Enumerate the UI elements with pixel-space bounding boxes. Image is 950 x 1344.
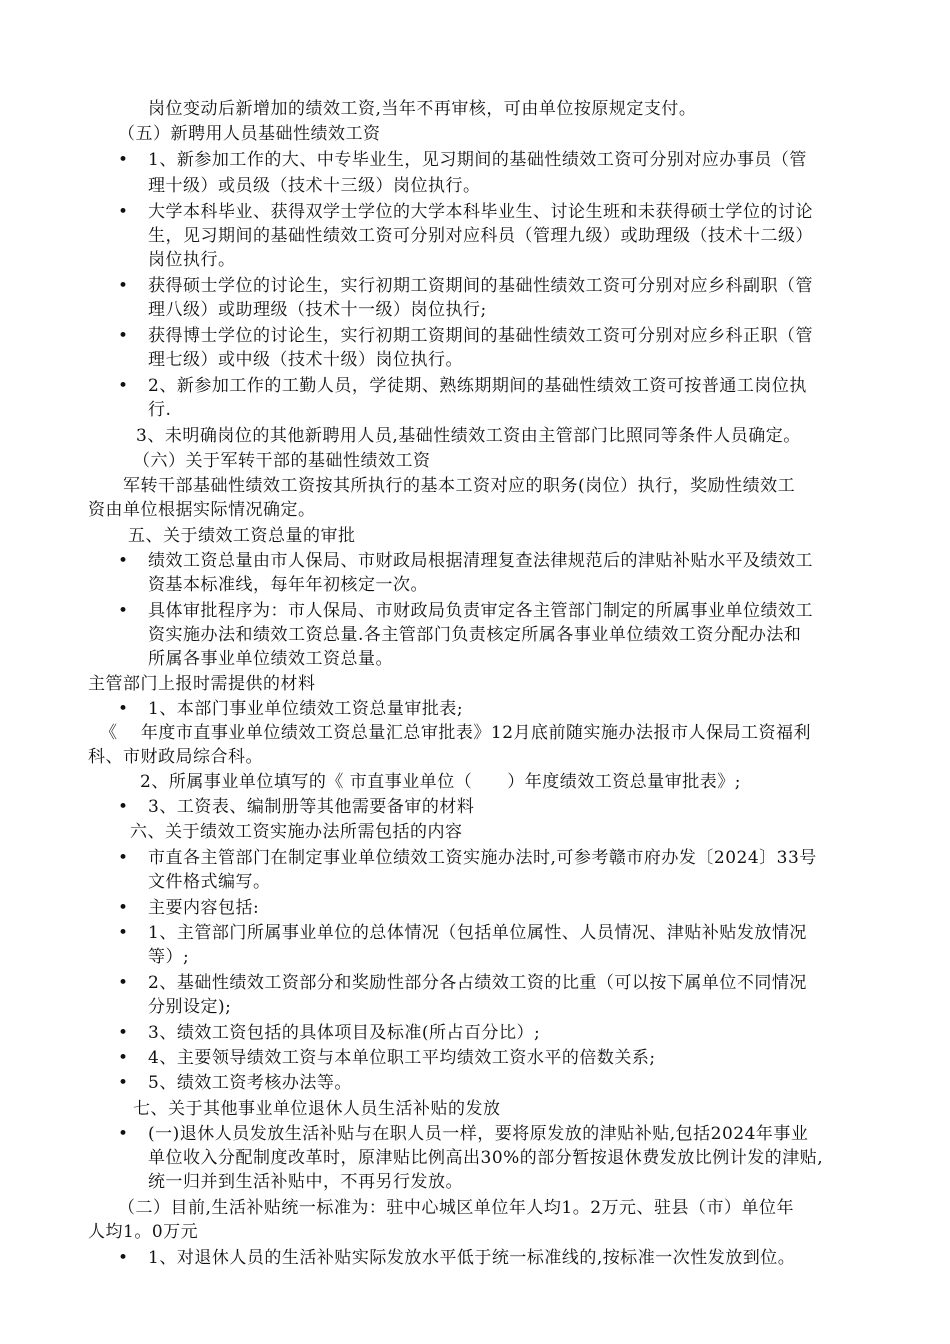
bullet: • (118, 699, 129, 719)
text-line: 生，见习期间的基础性绩效工资可分别对应科员（管理九级）或助理级（技术十二级） (148, 226, 813, 246)
list-item: 5、绩效工资考核办法等。 (148, 1073, 352, 1093)
bullet: • (118, 923, 129, 943)
list-item: 绩效工资总量由市人保局、市财政局根据清理复查法律规范后的津贴补贴水平及绩效工 (148, 551, 813, 571)
section-heading: （五）新聘用人员基础性绩效工资 (118, 124, 381, 144)
list-item: 市直各主管部门在制定事业单位绩效工资实施办法时,可参考赣市府办发〔2024〕33号 (148, 848, 817, 868)
bullet: • (118, 376, 129, 396)
list-item: 2、新参加工作的工勤人员，学徒期、熟练期期间的基础性绩效工资可按普通工岗位执 (148, 376, 807, 396)
list-item: 4、主要领导绩效工资与本单位职工平均绩效工资水平的倍数关系; (148, 1048, 656, 1068)
bullet: • (118, 898, 129, 918)
text-line: 科、市财政局综合科。 (88, 747, 263, 767)
bullet: • (118, 276, 129, 296)
section-heading: 五、关于绩效工资总量的审批 (128, 526, 356, 546)
list-item: (一)退休人员发放生活补贴与在职人员一样，要将原发放的津贴补贴,包括2024年事业 (148, 1124, 809, 1144)
text-line: 军转干部基础性绩效工资按其所执行的基本工资对应的职务(岗位）执行，奖励性绩效工 (123, 476, 796, 496)
text-line: 人均1。0万元 (88, 1222, 199, 1242)
bullet: • (118, 551, 129, 571)
text-line: 资实施办法和绩效工资总量.各主管部门负责核定所属各事业单位绩效工资分配办法和 (148, 625, 802, 645)
bullet: • (118, 1048, 129, 1068)
text-line: 分别设定); (148, 997, 232, 1017)
bullet: • (118, 1073, 129, 1093)
list-item: 1、对退休人员的生活补贴实际发放水平低于统一标准线的,按标准一次性发放到位。 (148, 1248, 796, 1268)
text-line: 文件格式编写。 (148, 872, 271, 892)
text-line: 等）; (148, 947, 190, 967)
text-line: 理十级）或员级（技术十三级）岗位执行。 (148, 176, 481, 196)
text-line: 3、未明确岗位的其他新聘用人员,基础性绩效工资由主管部门比照同等条件人员确定。 (136, 426, 801, 446)
list-item: 1、本部门事业单位绩效工资总量审批表; (148, 699, 464, 719)
text-line: （二）目前,生活补贴统一标准为：驻中心城区单位年人均1。2万元、驻县（市）单位年 (118, 1198, 795, 1218)
text-line: 行. (148, 400, 172, 420)
bullet: • (118, 1124, 129, 1144)
text-line: 2、所属事业单位填写的《 市直事业单位（ ）年度绩效工资总量审批表》; (140, 772, 741, 792)
section-heading: （六）关于军转干部的基础性绩效工资 (133, 451, 431, 471)
text-line: 岗位执行。 (148, 250, 236, 270)
list-item: 主要内容包括: (148, 898, 260, 918)
text-line: 资由单位根据实际情况确定。 (88, 500, 316, 520)
bullet: • (118, 848, 129, 868)
text-line: 《 年度市直事业单位绩效工资总量汇总审批表》12月底前随实施办法报市人保局工资福利 (100, 723, 812, 743)
section-heading: 主管部门上报时需提供的材料 (88, 674, 316, 694)
list-item: 3、工资表、编制册等其他需要备审的材料 (148, 797, 475, 817)
list-item: 2、基础性绩效工资部分和奖励性部分各占绩效工资的比重（可以按下属单位不同情况 (148, 973, 807, 993)
bullet: • (118, 202, 129, 222)
bullet: • (118, 1023, 129, 1043)
section-heading: 六、关于绩效工资实施办法所需包括的内容 (130, 822, 463, 842)
text-line: 所属各事业单位绩效工资总量。 (148, 649, 393, 669)
bullet: • (118, 973, 129, 993)
bullet: • (118, 797, 129, 817)
text-line: 理七级）或中级（技术十级）岗位执行。 (148, 350, 463, 370)
list-item: 大学本科毕业、获得双学士学位的大学本科毕业生、讨论生班和未获得硕士学位的讨论 (148, 202, 813, 222)
list-item: 获得硕士学位的讨论生，实行初期工资期间的基础性绩效工资可分别对应乡科副职（管 (148, 276, 813, 296)
text-line: 资基本标准线，每年年初核定一次。 (148, 575, 428, 595)
bullet: • (118, 326, 129, 346)
text-line: 统一归并到生活补贴中，不再另行发放。 (148, 1172, 463, 1192)
list-item: 1、新参加工作的大、中专毕业生，见习期间的基础性绩效工资可分别对应办事员（管 (148, 150, 807, 170)
bullet: • (118, 1248, 129, 1268)
list-item: 具体审批程序为：市人保局、市财政局负责审定各主管部门制定的所属事业单位绩效工 (148, 601, 813, 621)
text-line: 单位收入分配制度改革时，原津贴比例高出30%的部分暂按退休费发放比例计发的津贴, (148, 1148, 824, 1168)
bullet: • (118, 601, 129, 621)
text-line: 岗位变动后新增加的绩效工资,当年不再审核，可由单位按原规定支付。 (148, 99, 697, 119)
list-item: 3、绩效工资包括的具体项目及标准(所占百分比）; (148, 1023, 541, 1043)
bullet: • (118, 150, 129, 170)
text-line: 理八级）或助理级（技术十一级）岗位执行; (148, 300, 487, 320)
list-item: 获得博士学位的讨论生，实行初期工资期间的基础性绩效工资可分别对应乡科正职（管 (148, 326, 813, 346)
section-heading: 七、关于其他事业单位退休人员生活补贴的发放 (133, 1099, 501, 1119)
list-item: 1、主管部门所属事业单位的总体情况（包括单位属性、人员情况、津贴补贴发放情况 (148, 923, 807, 943)
